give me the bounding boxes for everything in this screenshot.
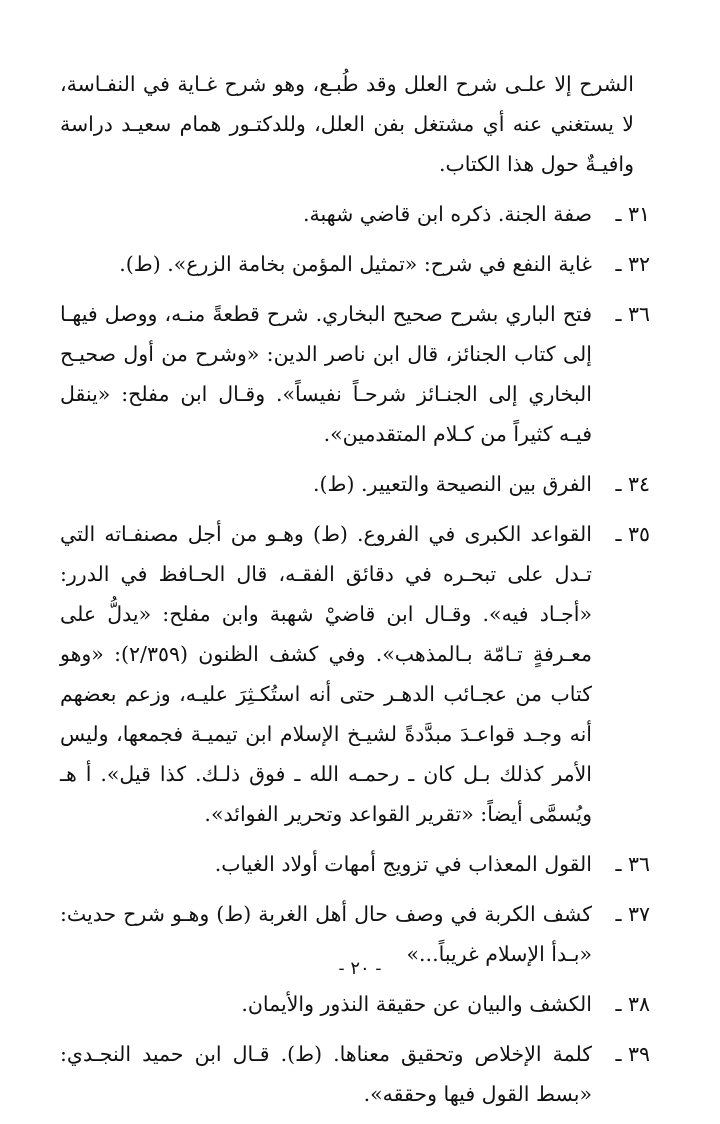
- intro-paragraph: الشرح إلا علـى شرح العلل وقد طُبـع، وهو شرح غـاية في النفـاسة، لا يستغني عنه أي مشتغل بفن العلل، وللدكتـور همام سعيـد دراسة وافيـةٌ حول هذا الكتاب.: [60, 72, 634, 176]
- entry-number: ٣١ ـ: [615, 202, 650, 226]
- entry-text: القواعد الكبرى في الفروع. (ط) وهـو من أجل مصنفـاته التي تـدل على تبحـره في دقائق الفقـه، قال الحـافظ في الدرر: «أجـاد فيه». وقـال ابن قاضيْ شهبة وابن مفلح: «يدلُّ على معـرفةٍ تـامّة بـالمذهب». وفي كشف الظنون (٢/٣٥٩): «وهو كتاب من عجـائب الدهـر حتى أنه استُكـثِرَ عليـه، وزعم بعضهم أنه وجـد قواعـدَ مبدَّدةً لشيـخ الإسلام ابن تيميـة فجمعها، وليس الأمر كذلك بـل كان ـ رحمـه الله ـ فوق ذلـك. كذا قيل». أ هـ ويُسمَّى أيضاً: «تقرير القواعد وتحرير الفوائد».: [60, 522, 592, 826]
- entry-number: ٣٢ ـ: [615, 252, 650, 276]
- entry-number: ٣٥ ـ: [615, 522, 650, 546]
- list-item: [60, 464, 650, 504]
- page-number: - ٢٠ -: [338, 958, 382, 979]
- entry-text: كشف الكربة في وصف حال أهل الغربة (ط) وهـو شرح حديث: «بـدأ الإسلام غريباً...»: [60, 902, 592, 966]
- list-item: [60, 844, 650, 884]
- list-item: [60, 194, 650, 234]
- entry-number: ٣٧ ـ: [615, 902, 650, 926]
- list-item: [60, 984, 650, 1024]
- list-item: [60, 514, 650, 834]
- entry-text: صفة الجنة. ذكره ابن قاضي شهبة.: [302, 202, 592, 226]
- list-item: [60, 244, 650, 284]
- entry-text: القول المعذاب في تزويج أمهات أولاد الغياب.: [214, 852, 592, 876]
- list-item: [60, 294, 650, 454]
- entry-number: ٣٦ ـ: [615, 302, 650, 326]
- entry-number: ٣٨ ـ: [615, 992, 650, 1016]
- entry-number: ٣٤ ـ: [615, 472, 650, 496]
- entry-number: ٣٩ ـ: [615, 1042, 650, 1066]
- list-item: [60, 1034, 650, 1114]
- entry-text: الفرق بين النصيحة والتعيير. (ط).: [313, 472, 592, 496]
- entry-number: ٣٦ ـ: [615, 852, 650, 876]
- entry-text: الكشف والبيان عن حقيقة النذور والأيمان.: [241, 992, 592, 1016]
- entry-text: فتح الباري بشرح صحيح البخاري. شرح قطعةً منـه، ووصل فيهـا إلى كتاب الجنائز، قال ابن ناصر الدين: «وشرح من أول صحيـح البخاري إلى الجنـائز شرحـاً نفيساً». وقـال ابن مفلح: «ينقل فيـه كثيراً من كـلام المتقدمين».: [60, 302, 592, 446]
- entry-text: غاية النفع في شرح: «تمثيل المؤمن بخامة الزرع». (ط).: [119, 252, 592, 276]
- entry-text: كلمة الإخلاص وتحقيق معناها. (ط). قـال ابن حميد النجـدي: «بسط القول فيها وحققه».: [60, 1042, 592, 1106]
